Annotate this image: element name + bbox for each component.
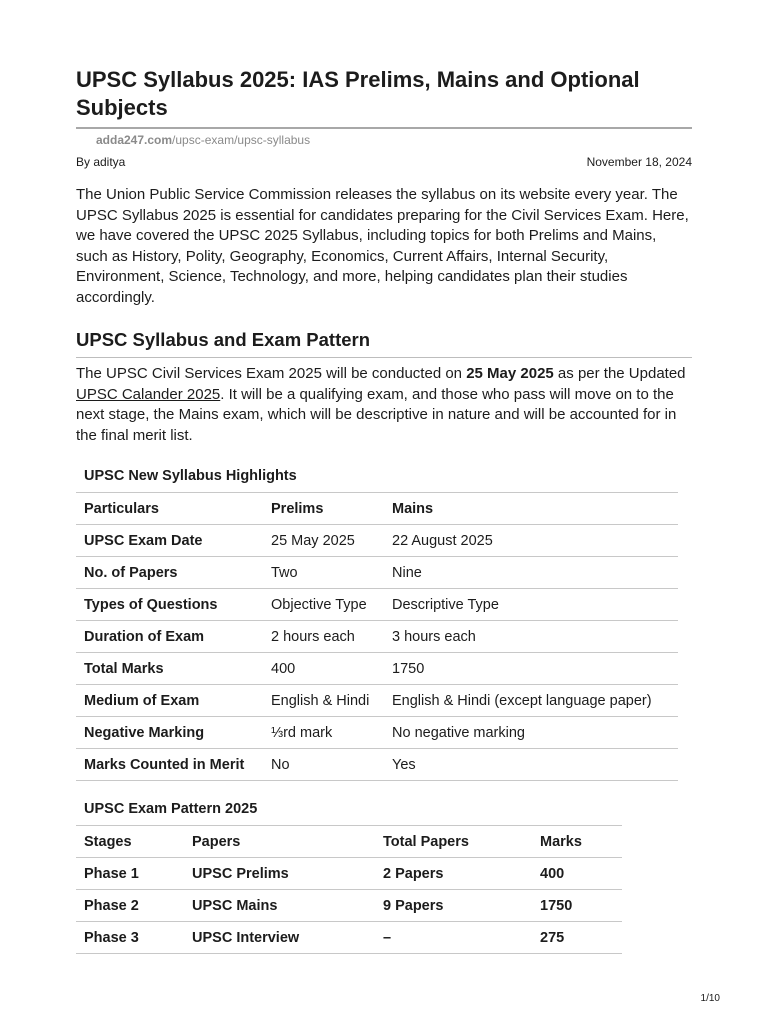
author: By aditya [76, 155, 126, 169]
table-row [76, 717, 678, 749]
para-text-1: The UPSC Civil Services Exam 2025 will be conducted on [76, 365, 467, 382]
table-cell: Phase 2 [76, 890, 184, 922]
highlights-table [76, 492, 678, 781]
table-cell: UPSC Prelims [184, 858, 375, 890]
source-url-bar [76, 127, 692, 151]
table-cell: – [375, 922, 532, 954]
table-cell: Nine [384, 557, 678, 589]
table-cell: 275 [532, 922, 622, 954]
table-cell: Phase 3 [76, 922, 184, 954]
table-cell: 9 Papers [375, 890, 532, 922]
table-cell: No. of Papers [76, 557, 263, 589]
table-cell: 22 August 2025 [384, 525, 678, 557]
table-row [76, 653, 678, 685]
table-cell: UPSC Exam Date [76, 525, 263, 557]
byline [76, 155, 692, 171]
table-cell: No [263, 749, 384, 781]
table-cell: Yes [384, 749, 678, 781]
para-text-3: . It will be a qualifying exam, and those who pass will move on to the next stage, the Mains exam, which will be descriptive in nature and will be accounted for in the final merit list. [76, 385, 677, 444]
table-cell: 1750 [532, 890, 622, 922]
pattern-table [76, 825, 622, 954]
highlights-caption: UPSC New Syllabus Highlights [84, 468, 297, 484]
table-row [76, 557, 678, 589]
table-cell: Two [263, 557, 384, 589]
table-header-cell: Marks [532, 826, 622, 858]
table-header-cell: Mains [384, 493, 678, 525]
table-cell: Medium of Exam [76, 685, 263, 717]
pattern-caption: UPSC Exam Pattern 2025 [84, 801, 258, 817]
section-heading: UPSC Syllabus and Exam Pattern [76, 329, 692, 358]
table-cell: Types of Questions [76, 589, 263, 621]
table-row [76, 890, 622, 922]
table-cell: ⅓rd mark [263, 717, 384, 749]
table-cell: Marks Counted in Merit [76, 749, 263, 781]
table-header-cell: Prelims [263, 493, 384, 525]
table-row [76, 589, 678, 621]
table-cell: 3 hours each [384, 621, 678, 653]
calendar-link[interactable]: UPSC Calander 2025 [76, 385, 221, 403]
table-cell: 2 hours each [263, 621, 384, 653]
table-row [76, 858, 622, 890]
exam-date-bold: 25 May 2025 [466, 365, 554, 382]
table-cell: English & Hindi [263, 685, 384, 717]
table-cell: UPSC Mains [184, 890, 375, 922]
table-cell: 2 Papers [375, 858, 532, 890]
table-cell: 400 [263, 653, 384, 685]
table-cell: UPSC Interview [184, 922, 375, 954]
table-row [76, 922, 622, 954]
table-row [76, 621, 678, 653]
table-cell: Total Marks [76, 653, 263, 685]
publish-date: November 18, 2024 [586, 155, 692, 169]
table-cell: Objective Type [263, 589, 384, 621]
table-cell: 1750 [384, 653, 678, 685]
table-cell: Phase 1 [76, 858, 184, 890]
table-cell: Negative Marking [76, 717, 263, 749]
article-title: UPSC Syllabus 2025: IAS Prelims, Mains and Optional Subjects [76, 67, 640, 120]
page-number: 1/10 [700, 993, 720, 1004]
url-domain: adda247.com [96, 133, 173, 147]
table-cell: Descriptive Type [384, 589, 678, 621]
para-text-2: as per the Updated [553, 365, 686, 382]
table-header-row [76, 493, 678, 525]
table-cell: 400 [532, 858, 622, 890]
url-path: /upsc-exam/upsc-syllabus [172, 133, 311, 147]
table-header-cell: Stages [76, 826, 184, 858]
table-header-cell: Papers [184, 826, 375, 858]
table-row [76, 749, 678, 781]
exam-paragraph [76, 364, 696, 446]
table-cell: English & Hindi (except language paper) [384, 685, 678, 717]
table-cell: 25 May 2025 [263, 525, 384, 557]
source-url[interactable] [96, 133, 310, 147]
intro-paragraph: The Union Public Service Commission releases the syllabus on its website every year. The UPSC Syllabus 2025 is essential for candidates preparing for the Civil Services Exam. Here, we have covered the UPSC 2025 Syllabus, including topics for both Prelims and Mains, such as History, Polity, Geography, Economics, Current Affairs, Internal Security, Environment, Science, Technology, and more, helping candidates plan their studies accordingly. [76, 186, 689, 306]
table-row [76, 685, 678, 717]
table-cell: Duration of Exam [76, 621, 263, 653]
table-header-cell: Total Papers [375, 826, 532, 858]
table-row [76, 525, 678, 557]
table-cell: No negative marking [384, 717, 678, 749]
table-header-row [76, 826, 622, 858]
table-header-cell: Particulars [76, 493, 263, 525]
